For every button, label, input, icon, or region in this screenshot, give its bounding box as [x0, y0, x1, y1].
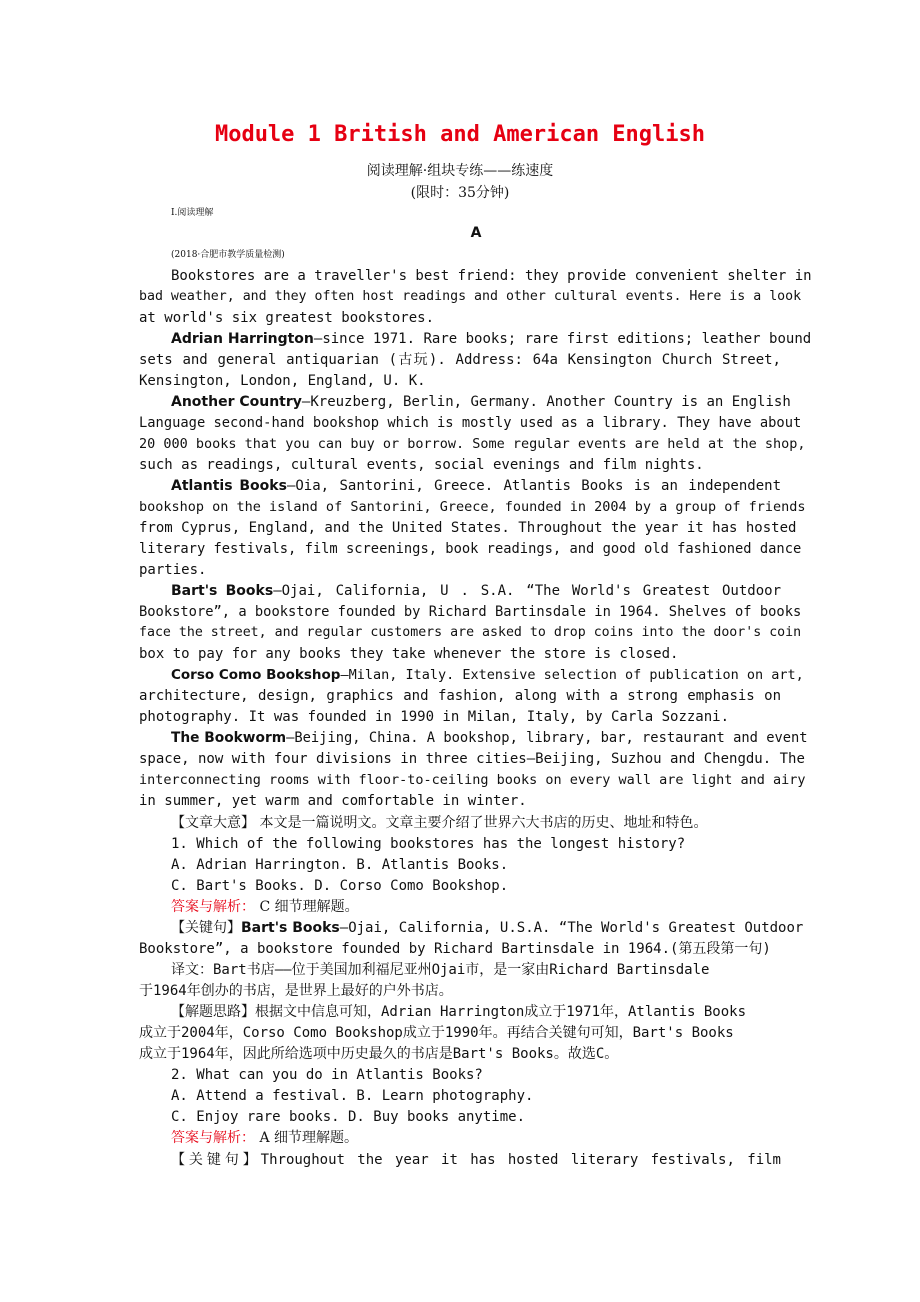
answer-text: A 细节理解题。 — [255, 1130, 359, 1146]
store-text: —Oia, Santorini, Greece. Atlantis Books is an independent — [286, 478, 781, 494]
store-paragraph-bookworm — [171, 728, 808, 748]
time-limit: (限时：35分钟) — [410, 185, 510, 201]
question-1-reasoning-line2: 成立于2004年，Corso Como Bookshop成立于1990年。再结合关键句可知，Bart's Books — [139, 1025, 734, 1041]
store-name: Corso Como Bookshop — [171, 667, 341, 683]
store-name: Bart's Books — [171, 583, 274, 599]
store-line: interconnecting rooms with floor-to-ceiling books on every wall are light and airy — [139, 772, 806, 788]
article-summary: 【文章大意】 本文是一篇说明文。文章主要介绍了世界六大书店的历史、地址和特色。 — [171, 815, 708, 831]
section-heading: Ⅰ.阅读理解 — [171, 208, 214, 218]
page-title: Module 1 British and American English — [214, 122, 706, 147]
intro-line: at world's six greatest bookstores. — [139, 310, 435, 326]
store-name: Adrian Harrington — [171, 331, 314, 347]
question-2-stem: 2. What can you do in Atlantis Books? — [171, 1067, 483, 1083]
store-paragraph-another-country — [171, 392, 791, 412]
question-2-answer — [171, 1128, 781, 1148]
store-paragraph-adrian — [171, 329, 812, 349]
store-name: Atlantis Books — [171, 478, 287, 494]
answer-label: 答案与解析： — [171, 899, 255, 915]
store-name: Another Country — [171, 394, 302, 410]
store-line: from Cyprus, England, and the United States. Throughout the year it has hosted — [139, 520, 797, 536]
source-note: (2018·合肥市教学质量检测) — [171, 250, 285, 260]
question-1-translation-line2: 于1964年创办的书店，是世界上最好的户外书店。 — [139, 983, 453, 999]
store-line: architecture, design, graphics and fashion, along with a strong emphasis on — [139, 688, 781, 704]
intro-line: bad weather, and they often host readings and other cultural events. Here is a look — [139, 289, 802, 304]
question-1-options-ab: A. Adrian Harrington. B. Atlantis Books. — [171, 857, 509, 873]
question-1-translation: 译文：Bart书店——位于美国加利福尼亚州Ojai市，是一家由Richard Bartinsdale — [171, 962, 710, 978]
store-line: box to pay for any books they take whenever the store is closed. — [139, 646, 679, 662]
store-paragraph-corso-como — [171, 665, 804, 685]
store-line: such as readings, cultural events, social evenings and film nights. — [139, 457, 704, 473]
store-line: Kensington, London, England, U. K. — [139, 373, 426, 389]
store-line: 20 000 books that you can buy or borrow. Some regular events are held at the shop, — [139, 436, 806, 452]
store-text: —Ojai, California, U . S.A. “The World's Greatest Outdoor — [273, 583, 781, 599]
store-text: —Kreuzberg, Berlin, Germany. Another Country is an English — [301, 394, 791, 410]
store-paragraph-atlantis — [171, 476, 781, 496]
store-line: space, now with four divisions in three cities—Beijing, Suzhou and Chengdu. The — [139, 751, 805, 767]
question-2-key-sentence: 【关键句】Throughout the year it has hosted literary festivals, film — [171, 1152, 781, 1168]
question-1-stem: 1. Which of the following bookstores has the longest history? — [171, 836, 686, 852]
key-label: 【关键句】 — [171, 920, 241, 936]
question-2-options-cd: C. Enjoy rare books. D. Buy books anytime. — [171, 1109, 526, 1125]
store-text: —Beijing, China. A bookshop, library, bar, restaurant and event — [286, 730, 808, 746]
store-paragraph-barts — [171, 581, 781, 601]
store-text: —Milan, Italy. Extensive selection of publication on art, — [340, 667, 804, 683]
store-line: Language second-hand bookshop which is mostly used as a library. They have about — [139, 415, 802, 431]
store-line: bookshop on the island of Santorini, Greece, founded in 2004 by a group of friends — [139, 499, 806, 515]
question-1-answer — [171, 897, 781, 917]
store-line: photography. It was founded in 1990 in Milan, Italy, by Carla Sozzani. — [139, 709, 730, 725]
answer-text: C 细节理解题。 — [255, 899, 359, 915]
store-line: parties. — [139, 562, 207, 578]
subtitle: 阅读理解·组块专练——练速度 — [366, 163, 554, 179]
key-text: —Ojai, California, U.S.A. “The World's Greatest Outdoor — [339, 920, 804, 936]
question-1-reasoning-line3: 成立于1964年，因此所给选项中历史最久的书店是Bart's Books。故选C。 — [139, 1046, 619, 1062]
store-line: literary festivals, film screenings, book readings, and good old fashioned dance — [139, 541, 802, 557]
question-1-key-sentence — [171, 918, 804, 938]
store-text: —since 1971. Rare books; rare first editions; leather bound — [313, 331, 812, 347]
store-line: in summer, yet warm and comfortable in winter. — [139, 793, 527, 809]
store-line: face the street, and regular customers are asked to drop coins into the door's coin — [139, 625, 802, 640]
intro-line: Bookstores are a traveller's best friend: they provide convenient shelter in — [171, 268, 812, 284]
question-1-options-cd: C. Bart's Books. D. Corso Como Bookshop. — [171, 878, 509, 894]
store-line: sets and general antiquarian (古玩). Address: 64a Kensington Church Street, — [139, 352, 781, 368]
store-line: Bookstore”, a bookstore founded by Richard Bartinsdale in 1964. Shelves of books — [139, 604, 802, 620]
key-store-name: Bart's Books — [241, 920, 340, 936]
question-1-key-line2: Bookstore”, a bookstore founded by Richard Bartinsdale in 1964.(第五段第一句) — [139, 941, 771, 957]
store-name: The Bookworm — [171, 730, 287, 746]
passage-label: A — [470, 225, 482, 241]
question-2-options-ab: A. Attend a festival. B. Learn photography. — [171, 1088, 534, 1104]
answer-label: 答案与解析： — [171, 1130, 255, 1146]
question-1-reasoning: 【解题思路】根据文中信息可知，Adrian Harrington成立于1971年，Atlantis Books — [171, 1004, 747, 1020]
